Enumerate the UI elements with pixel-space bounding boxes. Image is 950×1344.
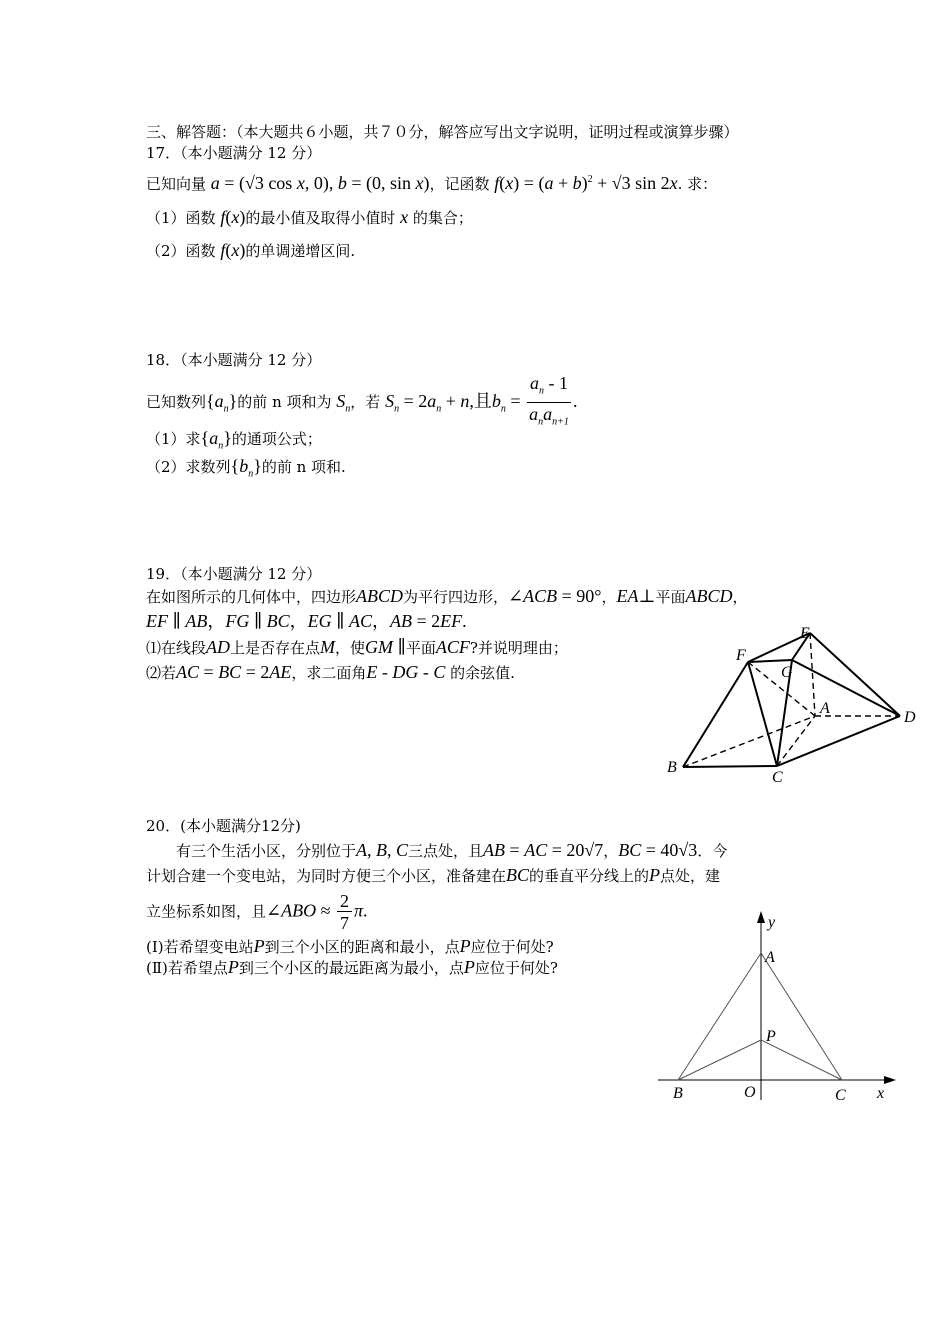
q20-line3: 立坐标系如图，且∠ABO ≈ $\frac{2}{7}$ π. (146, 891, 368, 933)
q18-part2: （2）求数列$\{b_n\}$的前 n 项和. (146, 456, 346, 480)
q19-line1: 在如图所示的几何体中，四边形ABCD为平行四边形，∠ACB = 90°，EA⊥平面ABCD， (146, 586, 748, 606)
q19-line1-c: ， (601, 588, 617, 606)
q20-line2-b: 的垂直平分线上的 (529, 867, 650, 885)
label-B: B (667, 759, 677, 776)
q19-part1-a: ⑴在线段 (146, 639, 207, 657)
q20-fraction: $\frac{2}{7}$ (337, 891, 352, 934)
label-E: E (800, 625, 810, 642)
y-axis-arrow-icon (757, 911, 765, 923)
label-D: D (904, 709, 916, 726)
segment-PC (761, 1040, 842, 1080)
q20-line2-a: 计划合建一个变电站，为同时方便三个小区，准备建在 (146, 867, 507, 885)
label-G: G (781, 664, 793, 681)
label-A: A (765, 949, 775, 966)
label-A: A (820, 700, 830, 717)
q20-line2-c: 点处，建 (660, 867, 721, 885)
q18-stem: 已知数列$\{a_n\}$的前 n 项和为 $S_n$，若 $S_n = 2a_n + n$,且$b_n$ = $\frac{a_n - 1}{a_na_{n+1}}$ . (146, 373, 578, 433)
q17-part1-b: 的最小值及取得小值时 (245, 209, 396, 227)
q20-partI-c: 应位于何处? (470, 938, 554, 956)
q20-partII: (Ⅱ)若希望点P到三个小区的最远距离为最小，点P应位于何处? (146, 957, 558, 977)
label-x: x (877, 1085, 885, 1102)
edge-FG (748, 660, 792, 662)
q18-stem-c: ，若 (350, 393, 381, 412)
q19-part2-a: ⑵若 (146, 664, 177, 682)
q18-stem-b: 的前 n 项和为 (237, 393, 332, 412)
edge-GD (792, 660, 900, 716)
q18-part1: （1）求$\{a_n\}$的通项公式； (146, 428, 322, 452)
q19-line2: EF ∥ AB，FG ∥ BC，EG ∥ AC，AB = 2EF. (146, 611, 467, 631)
label-F: F (736, 647, 746, 664)
label-C: C (772, 769, 783, 786)
q19-part2-c: 的余弦值. (450, 664, 515, 682)
label-P: P (766, 1028, 776, 1045)
q19-part1-d: 平面 (405, 639, 436, 657)
segment-AC (761, 953, 842, 1080)
label-y: y (768, 914, 776, 931)
q20-partI-a: (Ⅰ)若希望变电站 (146, 938, 254, 956)
edge-BC (683, 766, 777, 767)
q17-part1-c: 的集合； (412, 209, 473, 227)
q19-header: 19．（本小题满分 12 分） (146, 565, 322, 583)
q20-partII-a: (Ⅱ)若希望点 (146, 959, 228, 977)
label-B: B (673, 1085, 683, 1102)
q18-part2-b: 的前 n 项和. (261, 458, 346, 476)
edge-FC (748, 662, 777, 766)
label-C: C (835, 1087, 846, 1104)
q17-header: 17．（本小题满分 12 分） (146, 144, 322, 162)
q19-line1-e: ， (732, 588, 748, 606)
q19-line1-a: 在如图所示的几何体中，四边形 (146, 588, 357, 606)
q17-part2-b: 的单调递增区间. (245, 242, 356, 260)
q20-line1-d: ．今 (697, 842, 728, 860)
q18-header: 18．（本小题满分 12 分） (146, 351, 322, 369)
q20-partII-b: 到三个小区的最远距离为最小，点 (238, 959, 464, 977)
q17-stem: 已知向量 a = (√3 cos x, 0), b = (0, sin x)，记函数 $f(x) = (a + b)^2 + √3$ sin 2x. 求： (146, 173, 718, 193)
q20-partI: (Ⅰ)若希望变电站P到三个小区的距离和最小，点P应位于何处? (146, 936, 554, 956)
q19-part1-c: ，使 (335, 639, 366, 657)
q20-line1-c: ， (603, 842, 619, 860)
q17-part1: （1）函数 f(x)的最小值及取得小值时 x 的集合； (146, 207, 473, 227)
q18-part1-b: 的通项公式； (231, 430, 322, 448)
q17-stem-suffix: . 求： (677, 175, 718, 193)
q20-partII-c: 应位于何处? (474, 959, 558, 977)
q19-geometry-figure (660, 620, 930, 790)
q20-coordinate-figure (650, 905, 910, 1115)
q18-fraction: $\frac{a_n - 1}{a_na_{n+1}}$ (527, 373, 571, 433)
segment-AB (678, 953, 761, 1080)
q18-stem-a: 已知数列 (146, 393, 207, 412)
q20-partI-b: 到三个小区的距离和最小，点 (264, 938, 460, 956)
q20-line3-a: 立坐标系如图，且 (146, 902, 267, 921)
segment-PB (678, 1040, 761, 1080)
section-header: 三、解答题：（本大题共６小题，共７０分，解答应写出文字说明，证明过程或演算步骤） (146, 123, 739, 141)
q18-part2-a: （2）求数列 (146, 458, 231, 476)
q19-part2: ⑵若AC = BC = 2AE，求二面角E - DG - C 的余弦值. (146, 662, 515, 682)
edge-BF (683, 662, 748, 767)
q19-part1: ⑴在线段AD上是否存在点M，使GM ∥平面ACF?并说明理由； (146, 637, 568, 657)
q20-line1: 有三个生活小区，分别位于A, B, C三点处，且AB = AC = 20√7，BC = 40√3．今 (176, 840, 728, 860)
q20-line1-a: 有三个生活小区，分别位于 (176, 842, 357, 860)
q17-part1-a: （1）函数 (146, 209, 216, 227)
label-O: O (744, 1084, 756, 1101)
q18-part1-a: （1）求 (146, 430, 201, 448)
q19-part2-b: ，求二面角 (291, 664, 367, 682)
edge-EA (810, 633, 815, 716)
q20-line2: 计划合建一个变电站，为同时方便三个小区，准备建在BC的垂直平分线上的P点处，建 (146, 865, 721, 885)
q17-part2-a: （2）函数 (146, 242, 216, 260)
q17-stem-prefix: 已知向量 (146, 175, 207, 193)
q20-header: 20．(本小题满分12分) (146, 817, 301, 835)
q19-part1-b: 上是否存在点 (230, 639, 321, 657)
q19-part1-e: ?并说明理由； (469, 639, 568, 657)
q20-line1-b: 三点处，且 (408, 842, 484, 860)
q17-stem-mid: ，记函数 (429, 175, 490, 193)
q19-line1-b: 为平行四边形， (403, 588, 509, 606)
x-axis-arrow-icon (884, 1076, 896, 1084)
q17-part2: （2）函数 f(x)的单调递增区间. (146, 240, 356, 260)
q19-line1-d: 平面 (655, 588, 686, 606)
